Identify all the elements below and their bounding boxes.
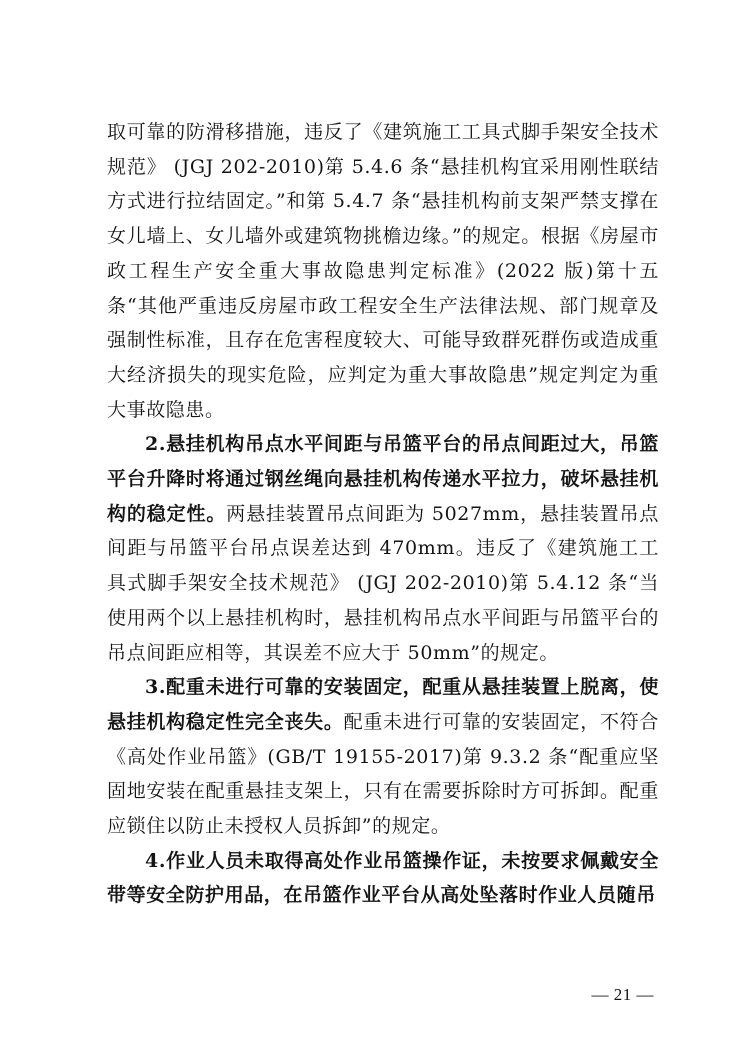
paragraph-text: 两悬挂装置吊点间距为 5027mm，悬挂装置吊点间距与吊篮平台吊点误差达到 470mm。违反了《建筑施工工具式脚手架安全技术规范》 (JGJ 202-2010)第 5.4.12 条“当使用两个以上悬挂机构时，悬挂机构吊点水平间距与吊篮平台的吊点间距应相等，其误差不应大于 50mm”的规定。 xyxy=(107,502,659,664)
paragraph-heading: 3.配重未进行可靠的安装固定，配重从悬挂装置上脱离，使悬挂机构稳定性完全丧失。 xyxy=(107,676,659,733)
paragraph-continuation xyxy=(107,115,659,427)
paragraph-text: 配重未进行可靠的安装固定，不符合《高处作业吊篮》(GB/T 19155-2017)第 9.3.2 条“配重应坚固地安装在配重悬挂支架上，只有在需要拆除时方可拆卸。配重应锁住以防止未授权人员拆卸”的规定。 xyxy=(107,710,659,838)
paragraph-text: 取可靠的防滑移措施，违反了《建筑施工工具式脚手架安全技术规范》 (JGJ 202-2010)第 5.4.6 条“悬挂机构宜采用刚性联结方式进行拉结固定。”和第 5.4.7 条“悬挂机构前支架严禁支撑在女儿墙上、女儿墙外或建筑物挑檐边缘。”的规定。根据《房屋市政工程生产安全重大事故隐患判定标准》(2022 版)第十五条“其他严重违反房屋市政工程安全生产法律法规、部门规章及强制性标准，且存在危害程度较大、可能导致群死群伤或造成重大经济损失的现实危险，应判定为重大事故隐患”规定判定为重大事故隐患。 xyxy=(107,121,659,421)
paragraph-heading: 4.作业人员未取得高处作业吊篮操作证，未按要求佩戴安全带等安全防护用品，在吊篮作业平台从高处坠落时作业人员随吊 xyxy=(107,849,659,907)
paragraph-item-2 xyxy=(107,427,659,670)
paragraph-item-3 xyxy=(107,670,659,844)
document-body xyxy=(107,115,659,913)
paragraph-item-4 xyxy=(107,844,659,913)
page-number: — 21 — xyxy=(591,985,654,1004)
paragraph-heading: 2.悬挂机构吊点水平间距与吊篮平台的吊点间距过大，吊篮平台升降时将通过钢丝绳向悬挂机构传递水平拉力，破坏悬挂机构的稳定性。 xyxy=(107,433,659,525)
